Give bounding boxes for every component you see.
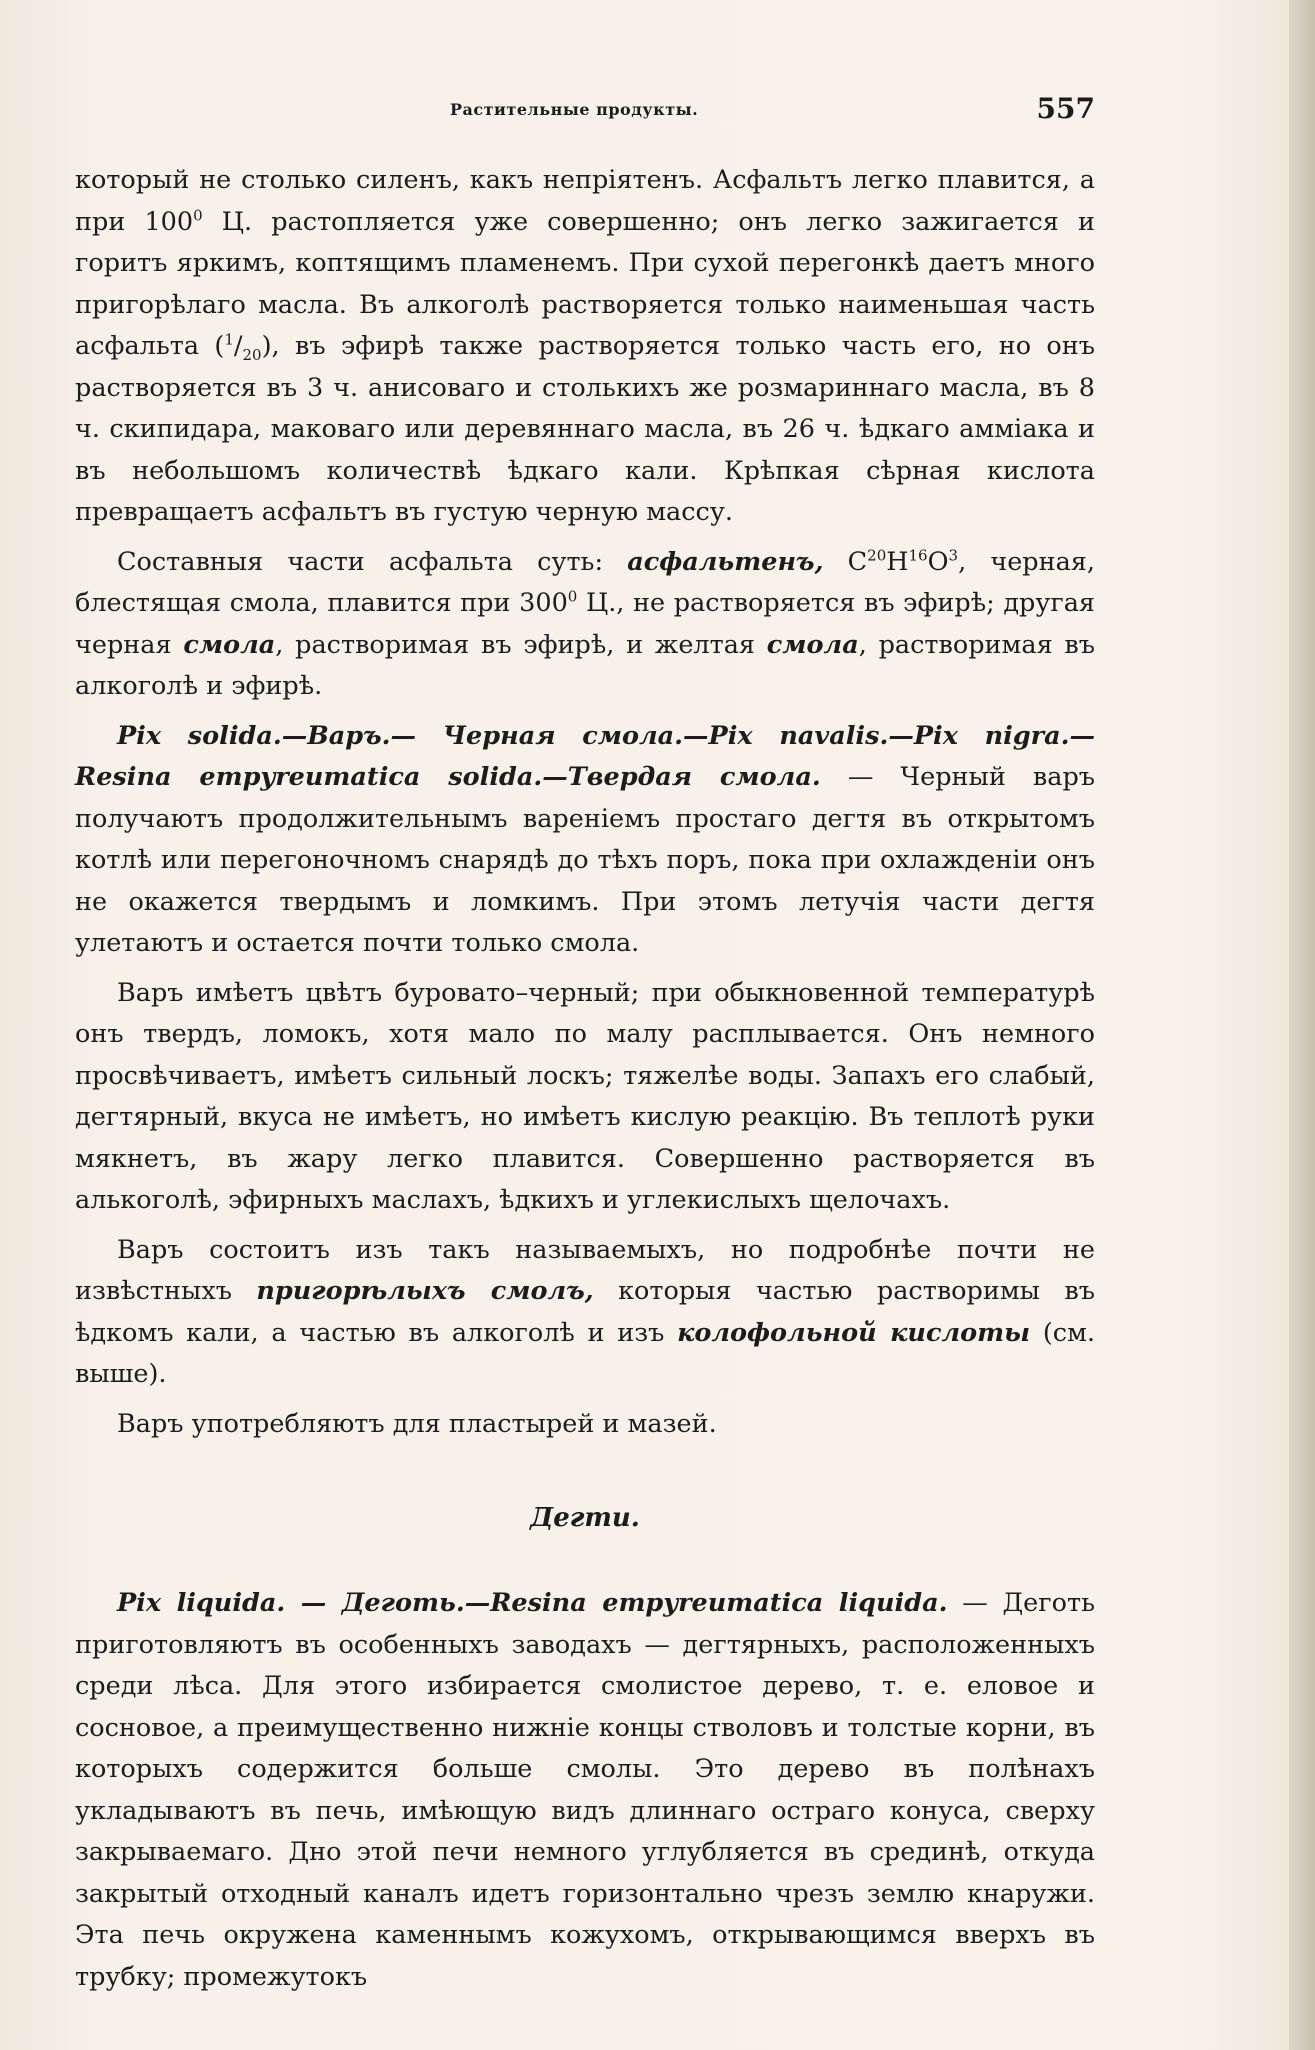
fraction-denominator: 20 bbox=[242, 346, 262, 365]
formula-h: H bbox=[886, 546, 909, 577]
formula-sup: 3 bbox=[948, 546, 959, 564]
text-run: — Деготь приготовляютъ въ особенныхъ заводахъ — дегтярныхъ, расположенныхъ среди лѣса. Для этого избирается смолистое дерево, т. е. еловое и сосновое, а преимущественно нижніе концы стволовъ и толстые корни, въ которыхъ содержится больше смолы. Это дерево въ полѣнахъ укладываютъ въ печь, имѣющую видъ длиннаго остраго конуса, сверху закрываемаго. Дно этой печи немного углубляется въ срединѣ, откуда закрытый отходный каналъ идетъ горизонтально чрезъ землю кнаружи. Эта печь окружена каменнымъ кожухомъ, открывающимся вверхъ въ трубку; промежутокъ bbox=[75, 1588, 1095, 1992]
section-title-tars: Дегти. bbox=[530, 1503, 640, 1533]
text-run: Ц., не растворяется въ эфирѣ; другая черная bbox=[75, 588, 1095, 660]
page-edge bbox=[1289, 0, 1315, 2050]
page-number: 557 bbox=[1036, 92, 1095, 125]
term-asphaltene: асфальтенъ, bbox=[627, 546, 824, 577]
text-run: Составныя части асфальта суть: bbox=[117, 546, 628, 577]
term-colophonic-acid: колофольной кислоты bbox=[677, 1317, 1031, 1348]
formula-sup: 20 bbox=[867, 546, 887, 564]
paragraph-var-usage: Варъ употребляютъ для пластырей и мазей. bbox=[117, 1408, 717, 1439]
degree-sup: 0 bbox=[193, 206, 203, 224]
term-resin: смола bbox=[766, 629, 859, 660]
paragraph-pix-liquida bbox=[75, 1583, 1095, 1998]
formula-c: C bbox=[823, 546, 868, 577]
paragraph-asphalt-properties bbox=[75, 160, 1095, 534]
entry-heading-pix-solida: Pix solida.—Варъ.— Черная смола.—Pix navalis.—Pix nigra.—Resina empyreumatica solida.—Твердая смола. bbox=[75, 720, 1095, 792]
text-run: , черная, блестящая смола, плавится при 300 bbox=[75, 546, 1095, 618]
formula-sup: 16 bbox=[908, 546, 928, 564]
text-run: который не столько силенъ, какъ непріятенъ. Асфальтъ легко плавится, а при 100 bbox=[75, 165, 1095, 237]
paragraph-var-properties: Варъ имѣетъ цвѣтъ буровато–черный; при обыкновенной температурѣ онъ твердъ, ломокъ, хотя мало по малу расплывается. Онъ немного просвѣчиваетъ, имѣетъ сильный лоскъ; тяжелѣе воды. Запахъ его слабый, дегтярный, вкуса не имѣетъ, но имѣетъ кислую реакцію. Въ теплотѣ руки мякнетъ, въ жару легко плавится. Совершенно растворяется въ алькоголѣ, эфирныхъ маслахъ, ѣдкихъ и углекислыхъ щелочахъ. bbox=[75, 977, 1095, 1215]
entry-heading-pix-liquida: Pix liquida. — Деготь.—Resina empyreumatica liquida. bbox=[117, 1588, 948, 1618]
text-run: — Черный варъ получаютъ продолжительнымъ вареніемъ простаго дегтя въ открытомъ котлѣ или перегоночномъ снарядѣ до тѣхъ поръ, пока при охлажденіи онъ не окажется твердымъ и ломкимъ. При этомъ летучія части дегтя улетаютъ и остается почти только смола. bbox=[75, 762, 1095, 958]
text-run: , растворимая въ эфирѣ, и желтая bbox=[275, 629, 767, 660]
term-burnt-resins: пригорѣлыхъ смолъ, bbox=[256, 1276, 594, 1306]
text-run: Ц. растопляется уже совершенно; онъ легко зажигается и горитъ яркимъ, коптящимъ пламенемъ. При сухой перегонкѣ даетъ много пригорѣлаго масла. Въ алкоголѣ растворяется только наименьшая часть асфальта ( bbox=[75, 206, 1096, 361]
paragraph-var-composition bbox=[75, 1230, 1095, 1396]
page-body bbox=[75, 160, 1095, 1998]
degree-sup: 0 bbox=[567, 587, 578, 606]
text-run: (см. выше). bbox=[75, 1317, 1096, 1389]
fraction-numerator: 1 bbox=[224, 330, 234, 349]
text-run: которыя частью растворимы въ ѣдкомъ кали, а частью въ алкоголѣ и изъ bbox=[75, 1276, 1095, 1348]
page-header bbox=[75, 92, 1095, 132]
fraction-slash: / bbox=[233, 331, 243, 361]
text-run: ), въ эфирѣ также растворяется только часть его, но онъ растворяется въ 3 ч. анисоваго и столькихъ же розмариннаго масла, въ 8 ч. скипидара, маковаго или деревяннаго масла, въ 26 ч. ѣдкаго амміака и въ небольшомъ количествѣ ѣдкаго кали. Крѣпкая сѣрная кислота превращаетъ асфальтъ въ густую черную массу. bbox=[75, 331, 1095, 527]
text-run: Варъ состоитъ изъ такъ называемыхъ, но подробнѣе почти не извѣстныхъ bbox=[75, 1234, 1095, 1306]
paragraph-asphalt-components bbox=[75, 542, 1095, 708]
term-resin: смола bbox=[183, 629, 276, 660]
running-head: Растительные продукты. bbox=[450, 100, 699, 119]
formula-o: O bbox=[927, 546, 949, 577]
paragraph-pix-solida bbox=[75, 716, 1095, 965]
text-run: , растворимая въ алкоголѣ и эфирѣ. bbox=[75, 629, 1095, 701]
